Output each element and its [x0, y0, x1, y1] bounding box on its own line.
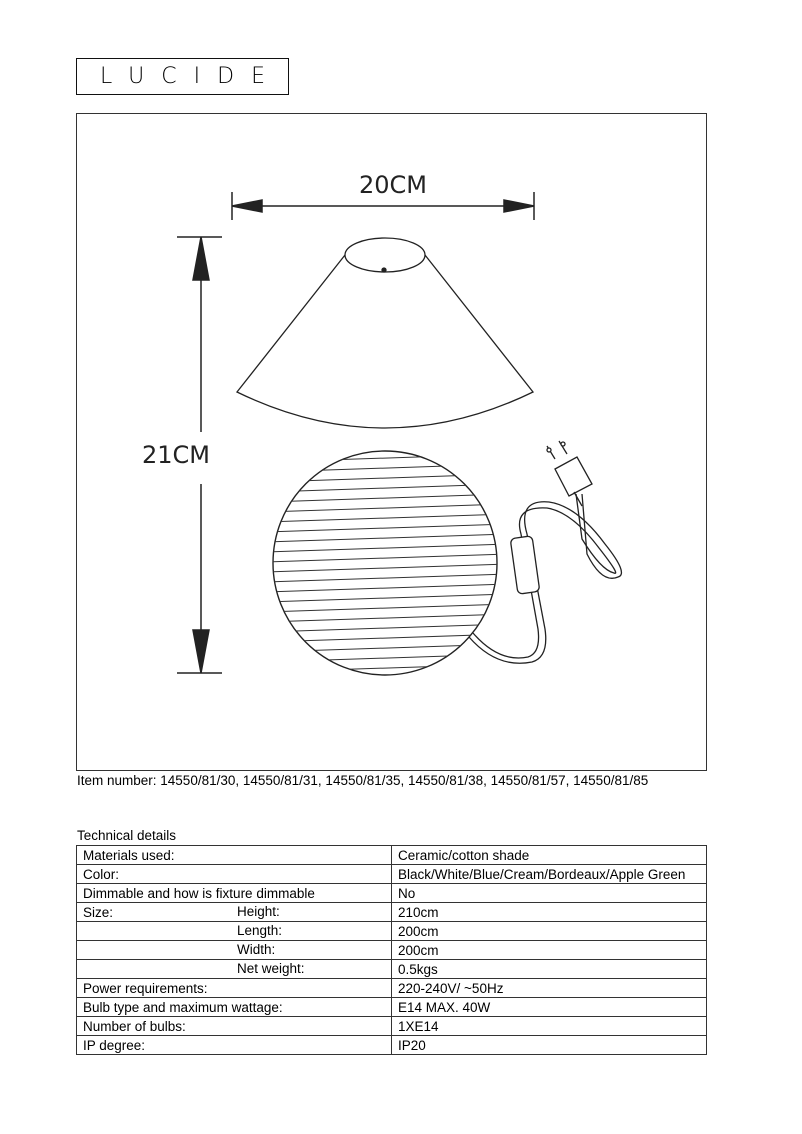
lamp-drawing	[77, 114, 708, 772]
spec-value: No	[392, 884, 707, 903]
technical-details-heading: Technical details	[77, 828, 177, 843]
spec-value: 220-240V/ ~50Hz	[392, 979, 707, 998]
spec-label: Bulb type and maximum wattage:	[77, 998, 392, 1017]
table-row	[77, 865, 707, 884]
table-row	[77, 884, 707, 903]
height-label: 21CM	[141, 441, 211, 469]
spec-label: Width:	[77, 941, 392, 960]
power-plug	[547, 441, 592, 506]
spec-value: 210cm	[392, 903, 707, 922]
spec-value: IP20	[392, 1036, 707, 1055]
table-row	[77, 1036, 707, 1055]
table-row	[77, 979, 707, 998]
table-row	[77, 846, 707, 865]
table-row	[77, 903, 707, 922]
brand-logo	[76, 58, 289, 95]
technical-drawing	[76, 113, 707, 771]
spec-label: Materials used:	[77, 846, 392, 865]
table-row	[77, 998, 707, 1017]
spec-label: Size: Height:	[77, 903, 392, 922]
technical-details-table	[76, 845, 707, 1055]
spec-label: IP degree:	[77, 1036, 392, 1055]
cord-switch	[510, 536, 540, 595]
table-row	[77, 1017, 707, 1036]
table-row	[77, 960, 707, 979]
spec-label: Number of bulbs:	[77, 1017, 392, 1036]
spec-value: 1XE14	[392, 1017, 707, 1036]
spec-value: 200cm	[392, 922, 707, 941]
spec-label: Power requirements:	[77, 979, 392, 998]
brand-logo-text: LUCIDE	[100, 64, 282, 89]
spec-value: 0.5kgs	[392, 960, 707, 979]
spec-label: Color:	[77, 865, 392, 884]
spec-label: Dimmable and how is fixture dimmable	[77, 884, 392, 903]
spec-value: E14 MAX. 40W	[392, 998, 707, 1017]
item-number: Item number: 14550/81/30, 14550/81/31, 14550/81/35, 14550/81/38, 14550/81/57, 14550/81/85	[77, 773, 649, 788]
table-row	[77, 941, 707, 960]
ceramic-base	[267, 451, 507, 682]
spec-value: Black/White/Blue/Cream/Bordeaux/Apple Green	[392, 865, 707, 884]
width-label: 20CM	[358, 171, 428, 199]
spec-label: Length:	[77, 922, 392, 941]
table-row	[77, 922, 707, 941]
spec-value: Ceramic/cotton shade	[392, 846, 707, 865]
spec-label: Net weight:	[77, 960, 392, 979]
spec-value: 200cm	[392, 941, 707, 960]
lamp-shade	[237, 238, 533, 428]
